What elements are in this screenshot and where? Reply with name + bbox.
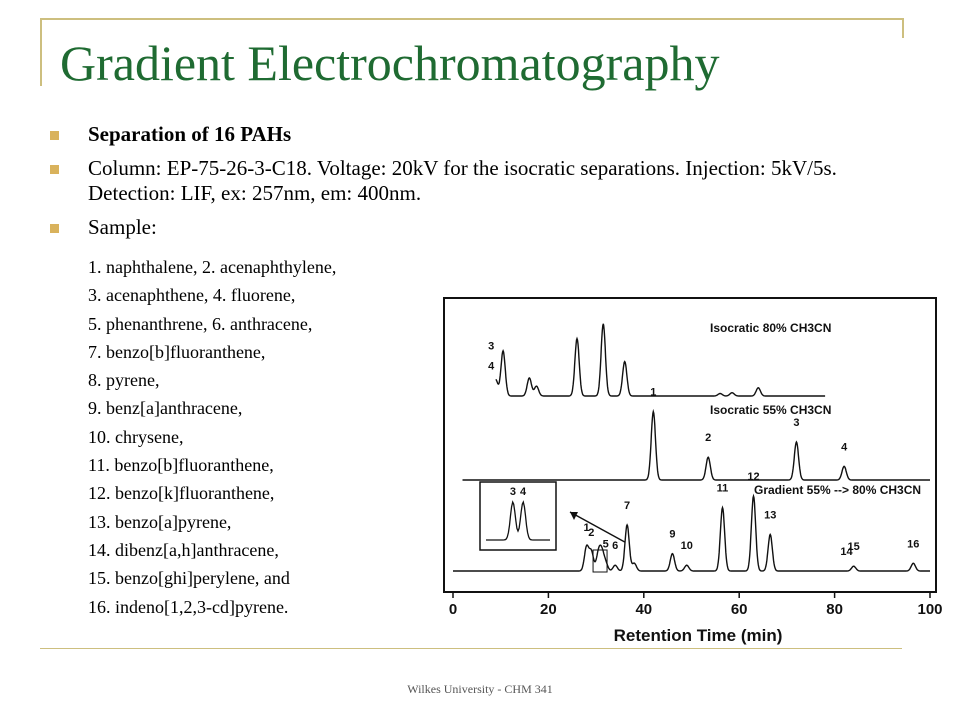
bullet-item	[50, 215, 880, 240]
peak-label: 4	[488, 360, 495, 373]
bullet-text: Separation of 16 PAHs	[88, 122, 292, 146]
x-tick-label: 40	[635, 601, 653, 618]
peak-label: 3	[488, 340, 495, 353]
sample-item: 8. pyrene,	[88, 370, 160, 391]
x-axis-label: Retention Time (min)	[613, 626, 783, 645]
sample-list	[88, 253, 336, 621]
trace-label: Gradient 55% --> 80% CH3CN	[754, 483, 922, 497]
inset-peak-label: 3	[509, 486, 516, 498]
peak-label: 1	[583, 522, 590, 534]
sample-item: 1. naphthalene, 2. acenaphthylene,	[88, 257, 337, 277]
peak-label: 10	[680, 540, 693, 553]
peak-label: 12	[747, 471, 760, 484]
sample-item: 7. benzo[b]fluoranthene,	[88, 341, 266, 362]
sample-item: 5. phenanthrene, 6. anthracene,	[88, 313, 313, 334]
trace-label: Isocratic 55% CH3CN	[710, 403, 832, 417]
chromatogram-figure	[436, 290, 948, 650]
sample-item: 9. benz[a]anthracene,	[88, 398, 243, 419]
sample-item: 16. indeno[1,2,3-cd]pyrene.	[88, 596, 289, 617]
peak-label: 16	[907, 538, 920, 551]
peak-label: 2	[705, 432, 712, 445]
sample-item: 15. benzo[ghi]perylene, and	[88, 568, 290, 589]
sample-item: 14. dibenz[a,h]anthracene,	[88, 539, 279, 560]
frame-left-line	[40, 18, 42, 86]
x-tick-label: 80	[826, 601, 843, 618]
bullet-text: Sample:	[88, 215, 157, 239]
sample-item: 3. acenaphthene, 4. fluorene,	[88, 285, 296, 306]
peak-label: 4	[841, 441, 848, 454]
bullet-square-icon	[50, 224, 59, 233]
sample-item: 13. benzo[a]pyrene,	[88, 511, 232, 532]
slide-footer: Wilkes University - CHM 341	[407, 682, 553, 696]
bullet-list	[50, 122, 880, 249]
chromatogram-trace	[463, 412, 931, 480]
bullet-square-icon	[50, 165, 59, 174]
peak-label: 9	[669, 528, 676, 541]
x-tick-label: 60	[730, 601, 748, 618]
peak-label: 14	[840, 546, 853, 558]
frame-right-line	[902, 18, 904, 38]
peak-label: 15	[847, 541, 860, 554]
inset-peak-label: 4	[520, 486, 527, 498]
peak-label: 11	[716, 482, 729, 495]
sample-item: 12. benzo[k]fluoranthene,	[88, 483, 275, 504]
peak-label: 6	[612, 540, 619, 553]
bullet-square-icon	[50, 131, 59, 140]
bullet-item	[50, 156, 880, 206]
x-tick-label: 0	[448, 601, 458, 618]
sample-item: 10. chrysene,	[88, 426, 184, 447]
peak-label: 1	[650, 386, 657, 399]
x-tick-label: 20	[540, 601, 557, 618]
chromatogram-chart	[436, 290, 948, 650]
peak-label: 7	[624, 499, 631, 512]
peak-label: 13	[764, 509, 777, 522]
bullet-item	[50, 122, 880, 147]
peak-label: 2	[588, 526, 595, 539]
bullet-text: Column: EP-75-26-3-C18. Voltage: 20kV for the isocratic separations. Injection: 5kV/5s. Detection: LIF, ex: 257nm, em: 400nm.	[88, 156, 837, 205]
peak-label: 3	[793, 417, 800, 429]
trace-label: Isocratic 80% CH3CN	[710, 321, 832, 335]
sample-item: 11. benzo[b]fluoranthene,	[88, 455, 274, 476]
inset-arrow-line	[570, 512, 625, 542]
slide-title: Gradient Electrochromatography	[60, 35, 720, 91]
x-tick-label: 100	[917, 601, 943, 618]
peak-label: 5	[602, 538, 609, 551]
frame-top-line	[40, 18, 902, 20]
